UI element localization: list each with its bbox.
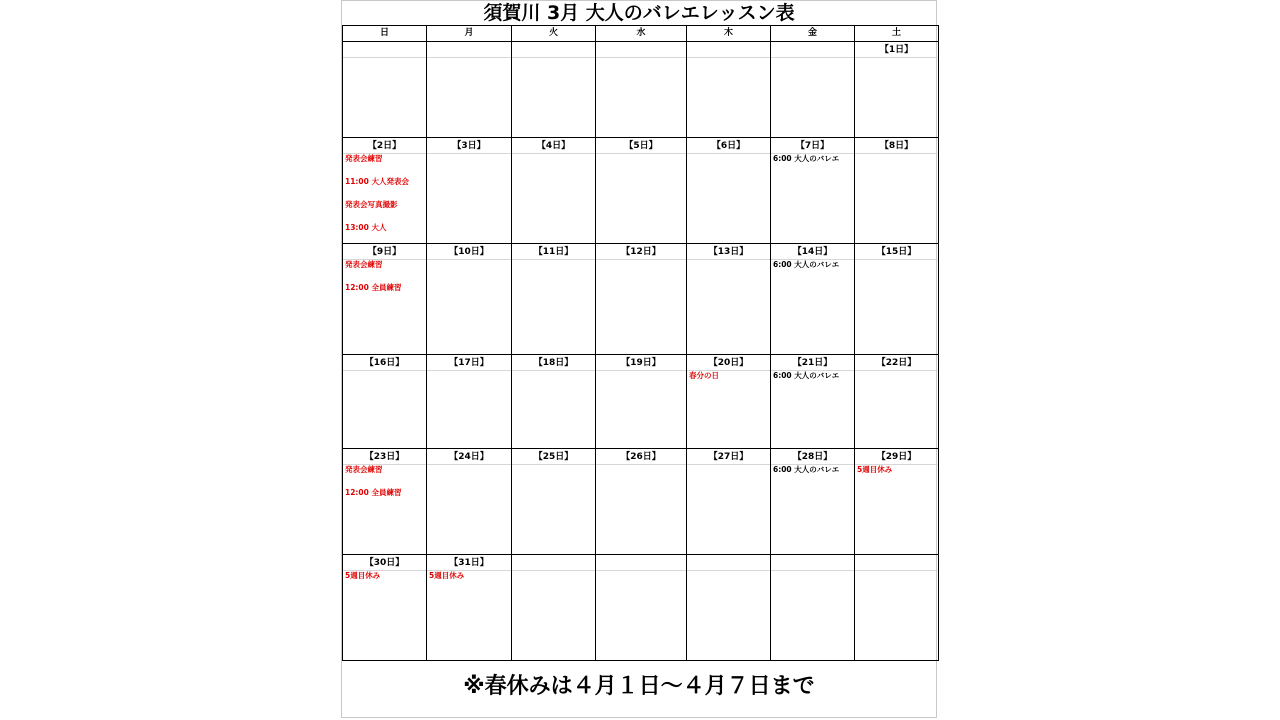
page-title: 須賀川 3月 大人のバレエレッスン表 xyxy=(483,2,795,24)
weekday-tue: 火 xyxy=(512,26,596,42)
day-cell xyxy=(343,42,427,138)
day-cell xyxy=(427,244,512,355)
event-spacer xyxy=(343,474,426,488)
event-spacer xyxy=(343,163,426,177)
day-cell xyxy=(771,42,855,138)
weekday-fri: 金 xyxy=(771,26,855,42)
day-number: 【23日】 xyxy=(343,449,426,465)
day-number: 【5日】 xyxy=(596,138,686,154)
day-cell xyxy=(855,355,939,449)
day-cell xyxy=(855,449,939,555)
week-row xyxy=(343,244,939,355)
day-number: 【14日】 xyxy=(771,244,854,260)
event-text: 発表会練習 xyxy=(345,465,383,474)
event-text: 5週目休み xyxy=(857,465,893,474)
day-number xyxy=(771,555,854,571)
day-cell xyxy=(771,244,855,355)
calendar-table xyxy=(342,25,939,661)
event-spacer xyxy=(343,269,426,283)
day-cell xyxy=(427,355,512,449)
day-number: 【1日】 xyxy=(855,42,938,58)
day-cell xyxy=(687,555,771,661)
event-text: 5週目休み xyxy=(429,571,465,580)
day-cell xyxy=(771,555,855,661)
day-cell xyxy=(427,138,512,244)
week-row xyxy=(343,355,939,449)
calendar-sheet xyxy=(341,0,937,718)
event-text: 13:00 大人 xyxy=(345,223,387,232)
day-number: 【9日】 xyxy=(343,244,426,260)
day-number: 【28日】 xyxy=(771,449,854,465)
day-cell xyxy=(596,244,687,355)
day-number: 【22日】 xyxy=(855,355,938,371)
week-row xyxy=(343,42,939,138)
day-cell xyxy=(343,244,427,355)
day-number: 【21日】 xyxy=(771,355,854,371)
weekday-header xyxy=(343,26,939,42)
day-number: 【20日】 xyxy=(687,355,770,371)
day-number: 【19日】 xyxy=(596,355,686,371)
day-number: 【13日】 xyxy=(687,244,770,260)
weekday-sat: 土 xyxy=(855,26,939,42)
day-cell xyxy=(771,138,855,244)
day-number: 【6日】 xyxy=(687,138,770,154)
day-number: 【10日】 xyxy=(427,244,511,260)
day-cell xyxy=(855,244,939,355)
day-number xyxy=(596,555,686,571)
day-number xyxy=(687,555,770,571)
day-number: 【3日】 xyxy=(427,138,511,154)
day-cell xyxy=(343,138,427,244)
day-number: 【26日】 xyxy=(596,449,686,465)
day-cell xyxy=(512,244,596,355)
day-cell xyxy=(687,244,771,355)
day-number: 【18日】 xyxy=(512,355,595,371)
day-cell xyxy=(596,355,687,449)
day-number: 【4日】 xyxy=(512,138,595,154)
day-cell xyxy=(596,42,687,138)
day-cell xyxy=(771,355,855,449)
weekday-sun: 日 xyxy=(343,26,427,42)
week-row xyxy=(343,555,939,661)
day-cell xyxy=(512,449,596,555)
day-number: 【24日】 xyxy=(427,449,511,465)
spring-break-note: ※春休みは４月１日〜４月７日まで xyxy=(463,674,815,699)
day-number xyxy=(596,42,686,58)
event-text: 発表会練習 xyxy=(345,154,383,163)
event-text: 春分の日 xyxy=(689,371,719,380)
day-number xyxy=(771,42,854,58)
day-number: 【31日】 xyxy=(427,555,511,571)
day-number: 【15日】 xyxy=(855,244,938,260)
weekday-mon: 月 xyxy=(427,26,512,42)
day-cell xyxy=(512,555,596,661)
event-spacer xyxy=(343,186,426,200)
event-text: 6:00 大人のバレエ xyxy=(773,260,840,269)
day-cell xyxy=(343,555,427,661)
day-number xyxy=(687,42,770,58)
event-text: 12:00 全員練習 xyxy=(345,488,402,497)
day-cell xyxy=(687,355,771,449)
day-cell xyxy=(427,555,512,661)
day-number xyxy=(855,555,938,571)
day-number: 【16日】 xyxy=(343,355,426,371)
day-number: 【8日】 xyxy=(855,138,938,154)
day-cell xyxy=(596,555,687,661)
day-cell xyxy=(343,355,427,449)
day-cell xyxy=(687,138,771,244)
day-cell xyxy=(596,449,687,555)
day-cell xyxy=(512,355,596,449)
day-cell xyxy=(427,449,512,555)
day-number: 【30日】 xyxy=(343,555,426,571)
event-text: 6:00 大人のバレエ xyxy=(773,465,840,474)
day-cell xyxy=(687,42,771,138)
day-cell xyxy=(771,449,855,555)
day-number: 【11日】 xyxy=(512,244,595,260)
day-cell xyxy=(512,42,596,138)
day-cell xyxy=(343,449,427,555)
day-number: 【17日】 xyxy=(427,355,511,371)
day-cell xyxy=(855,42,939,138)
day-cell xyxy=(427,42,512,138)
weekday-thu: 木 xyxy=(687,26,771,42)
event-text: 発表会練習 xyxy=(345,260,383,269)
day-cell xyxy=(512,138,596,244)
day-cell xyxy=(855,138,939,244)
event-text: 11:00 大人発表会 xyxy=(345,177,409,186)
event-text: 12:00 全員練習 xyxy=(345,283,402,292)
event-text: 6:00 大人のバレエ xyxy=(773,154,840,163)
week-row xyxy=(343,449,939,555)
event-text: 発表会写真撮影 xyxy=(345,200,398,209)
day-number: 【29日】 xyxy=(855,449,938,465)
weekday-wed: 水 xyxy=(596,26,687,42)
event-text: 5週目休み xyxy=(345,571,381,580)
day-number xyxy=(427,42,511,58)
day-cell xyxy=(687,449,771,555)
event-spacer xyxy=(343,209,426,223)
day-cell xyxy=(596,138,687,244)
day-number xyxy=(512,42,595,58)
day-number: 【12日】 xyxy=(596,244,686,260)
week-row xyxy=(343,138,939,244)
event-text: 6:00 大人のバレエ xyxy=(773,371,840,380)
day-number: 【25日】 xyxy=(512,449,595,465)
day-number xyxy=(343,42,426,58)
day-number xyxy=(512,555,595,571)
day-cell xyxy=(855,555,939,661)
day-number: 【2日】 xyxy=(343,138,426,154)
day-number: 【7日】 xyxy=(771,138,854,154)
day-number: 【27日】 xyxy=(687,449,770,465)
